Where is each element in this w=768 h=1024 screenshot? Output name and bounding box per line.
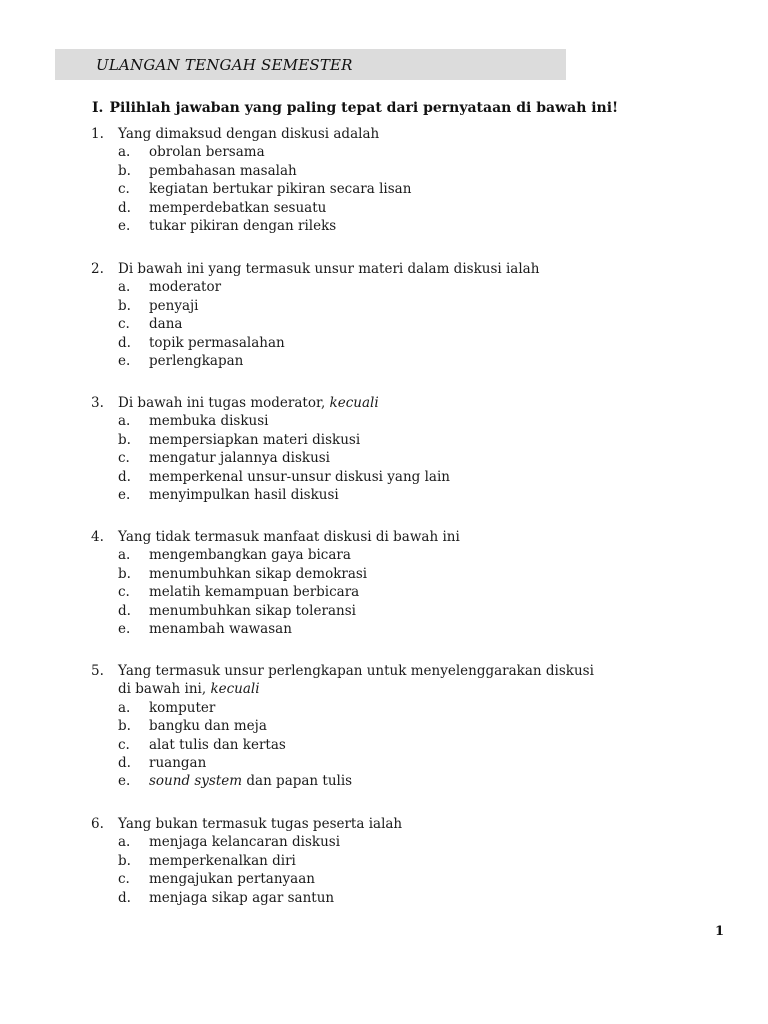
page-title: ULANGAN TENGAH SEMESTER	[96, 56, 353, 74]
option-a: a. komputer	[118, 699, 216, 716]
question-emphasis: kecuali	[329, 395, 379, 411]
option-a: a. obrolan bersama	[118, 144, 265, 161]
option-b: b. mempersiapkan materi diskusi	[118, 431, 361, 448]
option-a: a. menjaga kelancaran diskusi	[118, 834, 341, 851]
question-text: Yang tidak termasuk manfaat diskusi di bawah ini	[118, 529, 460, 545]
question-number: 3.	[91, 395, 104, 411]
page-number: 1	[715, 924, 725, 939]
option-b: b. menumbuhkan sikap demokrasi	[118, 565, 368, 582]
option-a: a. mengembangkan gaya bicara	[118, 547, 351, 564]
question-text-continued: di bawah ini,	[118, 681, 207, 698]
question-4	[91, 528, 460, 638]
option-d: d. menumbuhkan sikap toleransi	[118, 602, 356, 619]
question-text: Di bawah ini yang termasuk unsur materi dalam diskusi ialah	[118, 261, 540, 277]
question-5	[91, 662, 594, 791]
option-e: e. sound system dan papan tulis	[118, 773, 353, 790]
question-number: 5.	[91, 663, 104, 679]
section-numeral: I.	[92, 100, 104, 116]
option-d: d. memperkenal unsur-unsur diskusi yang lain	[118, 468, 450, 485]
option-b: b. bangku dan meja	[118, 718, 267, 735]
option-b: b. penyaji	[118, 297, 199, 314]
option-c: c. kegiatan bertukar pikiran secara lisan	[118, 181, 412, 198]
option-c: c. mengatur jalannya diskusi	[118, 450, 331, 467]
option-e: e. menambah wawasan	[118, 621, 292, 638]
question-text: Di bawah ini tugas moderator,	[118, 395, 326, 411]
option-c: c. mengajukan pertanyaan	[118, 871, 315, 888]
question-text: Yang bukan termasuk tugas peserta ialah	[118, 816, 403, 832]
option-d: d. menjaga sikap agar santun	[118, 889, 335, 906]
question-number: 4.	[91, 529, 104, 545]
option-a: a. moderator	[118, 279, 222, 296]
question-3	[91, 394, 450, 504]
option-c: c. melatih kemampuan berbicara	[118, 584, 360, 601]
option-a: a. membuka diskusi	[118, 413, 269, 430]
option-e: e. tukar pikiran dengan rileks	[118, 218, 337, 235]
question-6	[91, 815, 402, 907]
section-instruction-text: Pilihlah jawaban yang paling tepat dari pernyataan di bawah ini!	[109, 100, 619, 116]
option-b: b. pembahasan masalah	[118, 162, 297, 179]
option-d: d. memperdebatkan sesuatu	[118, 199, 327, 216]
option-c: c. dana	[118, 316, 183, 333]
question-number: 1.	[91, 126, 104, 142]
section-instruction	[92, 100, 618, 116]
question-1	[91, 125, 411, 235]
question-emphasis: kecuali	[210, 681, 260, 698]
question-text: Yang dimaksud dengan diskusi adalah	[118, 126, 380, 142]
question-2	[91, 260, 539, 370]
option-d: d. ruangan	[118, 755, 207, 772]
option-b: b. memperkenalkan diri	[118, 852, 296, 869]
option-d: d. topik permasalahan	[118, 334, 285, 351]
option-e: e. perlengkapan	[118, 353, 244, 370]
option-c: c. alat tulis dan kertas	[118, 736, 286, 753]
question-number: 2.	[91, 261, 104, 277]
question-number: 6.	[91, 816, 104, 832]
option-e: e. menyimpulkan hasil diskusi	[118, 487, 339, 504]
question-text: Yang termasuk unsur perlengkapan untuk menyelenggarakan diskusi	[118, 663, 594, 679]
